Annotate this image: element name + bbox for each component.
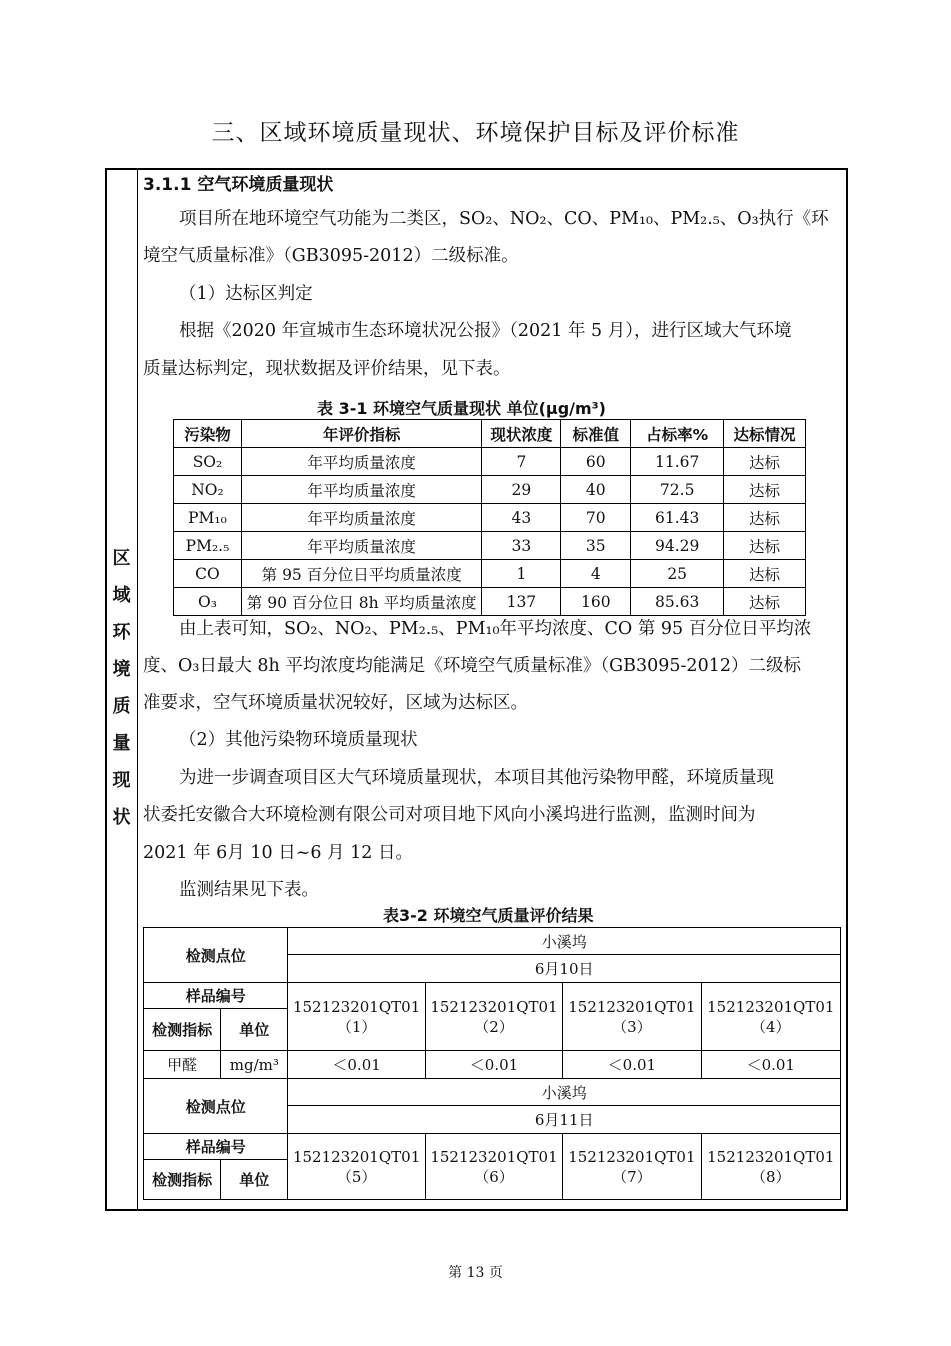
cell: 年平均质量浓度 <box>241 476 482 504</box>
paragraph-line: 境空气质量标准》（GB3095-2012）二级标准。 <box>143 246 519 266</box>
page-title: 三、区域环境质量现状、环境保护目标及评价标准 <box>211 120 740 146</box>
table-header-row <box>174 420 806 448</box>
table-row <box>144 983 841 1009</box>
cell: 85.63 <box>631 588 724 616</box>
side-char: 区 <box>112 548 131 569</box>
sample-code: 152123201QT01（7） <box>563 1134 701 1200</box>
section-heading: 3.1.1 空气环境质量现状 <box>143 175 334 195</box>
sample-code: 152123201QT01（6） <box>425 1134 562 1200</box>
sample-label: 样品编号 <box>144 1134 288 1160</box>
cell: 61.43 <box>631 504 724 532</box>
header-cell: 占标率% <box>631 420 724 448</box>
cell: 4 <box>561 560 631 588</box>
cell: O₃ <box>174 588 242 616</box>
cell: SO₂ <box>174 448 242 476</box>
result-value: ＜0.01 <box>563 1051 701 1079</box>
sample-code: 152123201QT01（4） <box>701 983 840 1051</box>
header-cell: 达标情况 <box>724 420 806 448</box>
cell: PM₁₀ <box>174 504 242 532</box>
point-label: 检测点位 <box>144 1079 288 1134</box>
point-value: 小溪坞 <box>288 928 841 955</box>
side-char: 状 <box>112 807 131 828</box>
cell: NO₂ <box>174 476 242 504</box>
cell: 7 <box>482 448 561 476</box>
table-row <box>144 928 841 955</box>
table-caption: 表3-2 环境空气质量评价结果 <box>383 906 594 925</box>
cell: 达标 <box>724 588 806 616</box>
cell: 年平均质量浓度 <box>241 532 482 560</box>
header-cell: 标准值 <box>561 420 631 448</box>
paragraph-line: 由上表可知，SO₂、NO₂、PM₂.₅、PM₁₀年平均浓度、CO 第 95 百分位日平均浓 <box>179 619 812 639</box>
sample-code: 152123201QT01（3） <box>563 983 701 1051</box>
cell: 达标 <box>724 448 806 476</box>
cell: 29 <box>482 476 561 504</box>
table-row <box>144 1079 841 1106</box>
header-cell: 年评价指标 <box>241 420 482 448</box>
side-column <box>107 170 138 1209</box>
page-number: 第 13 页 <box>448 1265 503 1281</box>
cell: 33 <box>482 532 561 560</box>
cell: 年平均质量浓度 <box>241 448 482 476</box>
side-char: 域 <box>112 585 131 606</box>
cell: 1 <box>482 560 561 588</box>
paragraph-line: 准要求，空气环境质量状况较好，区域为达标区。 <box>143 693 528 713</box>
paragraph-line: 度、O₃日最大 8h 平均浓度均能满足《环境空气质量标准》（GB3095-2012）二级标 <box>143 656 801 676</box>
cell: 60 <box>561 448 631 476</box>
cell: 25 <box>631 560 724 588</box>
side-label <box>107 540 136 836</box>
sample-label: 样品编号 <box>144 983 288 1009</box>
sample-code: 152123201QT01（5） <box>288 1134 425 1200</box>
paragraph-line: 状委托安徽合大环境检测有限公司对项目地下风向小溪坞进行监测，监测时间为 <box>143 805 756 825</box>
side-char: 量 <box>112 733 131 754</box>
table-row <box>144 1134 841 1160</box>
point-label: 检测点位 <box>144 928 288 983</box>
table-row <box>174 476 806 504</box>
cell: 11.67 <box>631 448 724 476</box>
cell: 70 <box>561 504 631 532</box>
paragraph-line: 质量达标判定，现状数据及评价结果，见下表。 <box>143 359 511 379</box>
table-row <box>174 504 806 532</box>
date-value: 6月11日 <box>288 1106 841 1134</box>
paragraph-line: 为进一步调查项目区大气环境质量现状，本项目其他污染物甲醛，环境质量现 <box>179 768 774 788</box>
unit-label: 单位 <box>221 1160 288 1200</box>
table-caption: 表 3-1 环境空气质量现状 单位(μg/m³) <box>317 399 606 418</box>
cell: 达标 <box>724 560 806 588</box>
cell: 达标 <box>724 504 806 532</box>
date-value: 6月10日 <box>288 955 841 983</box>
table-row <box>174 560 806 588</box>
cell: 达标 <box>724 476 806 504</box>
table-row <box>144 1051 841 1079</box>
side-char: 境 <box>112 659 131 680</box>
table-row <box>174 532 806 560</box>
cell: 72.5 <box>631 476 724 504</box>
cell: 35 <box>561 532 631 560</box>
monitoring-table <box>143 927 841 1200</box>
content-frame <box>105 168 848 1211</box>
result-value: ＜0.01 <box>425 1051 562 1079</box>
result-value: ＜0.01 <box>288 1051 425 1079</box>
paragraph-line: 2021 年 6月 10 日~6 月 12 日。 <box>143 843 413 863</box>
cell: 达标 <box>724 532 806 560</box>
cell: 43 <box>482 504 561 532</box>
paragraph-line: 根据《2020 年宣城市生态环境状况公报》（2021 年 5 月），进行区域大气环境 <box>179 321 792 341</box>
sample-code: 152123201QT01（1） <box>288 983 425 1051</box>
point-value: 小溪坞 <box>288 1079 841 1106</box>
subheading: （1）达标区判定 <box>179 284 313 304</box>
cell: 第 95 百分位日平均质量浓度 <box>241 560 482 588</box>
cell: 160 <box>561 588 631 616</box>
cell: 94.29 <box>631 532 724 560</box>
indicator-label: 检测指标 <box>144 1160 221 1200</box>
unit-value: mg/m³ <box>221 1051 288 1079</box>
air-quality-table <box>173 419 806 616</box>
indicator-value: 甲醛 <box>144 1051 221 1079</box>
paragraph-line: 监测结果见下表。 <box>179 880 319 900</box>
cell: 第 90 百分位日 8h 平均质量浓度 <box>241 588 482 616</box>
header-cell: 污染物 <box>174 420 242 448</box>
side-char: 现 <box>112 770 131 791</box>
paragraph-line: 项目所在地环境空气功能为二类区，SO₂、NO₂、CO、PM₁₀、PM₂.₅、O₃执行《环 <box>179 209 829 229</box>
cell: 年平均质量浓度 <box>241 504 482 532</box>
cell: CO <box>174 560 242 588</box>
subheading: （2）其他污染物环境质量现状 <box>179 730 418 750</box>
sample-code: 152123201QT01（8） <box>701 1134 840 1200</box>
cell: PM₂.₅ <box>174 532 242 560</box>
unit-label: 单位 <box>221 1009 288 1051</box>
header-cell: 现状浓度 <box>482 420 561 448</box>
side-char: 环 <box>112 622 131 643</box>
result-value: ＜0.01 <box>701 1051 840 1079</box>
indicator-label: 检测指标 <box>144 1009 221 1051</box>
cell: 40 <box>561 476 631 504</box>
cell: 137 <box>482 588 561 616</box>
table-row <box>174 448 806 476</box>
side-char: 质 <box>112 696 131 717</box>
sample-code: 152123201QT01（2） <box>425 983 562 1051</box>
